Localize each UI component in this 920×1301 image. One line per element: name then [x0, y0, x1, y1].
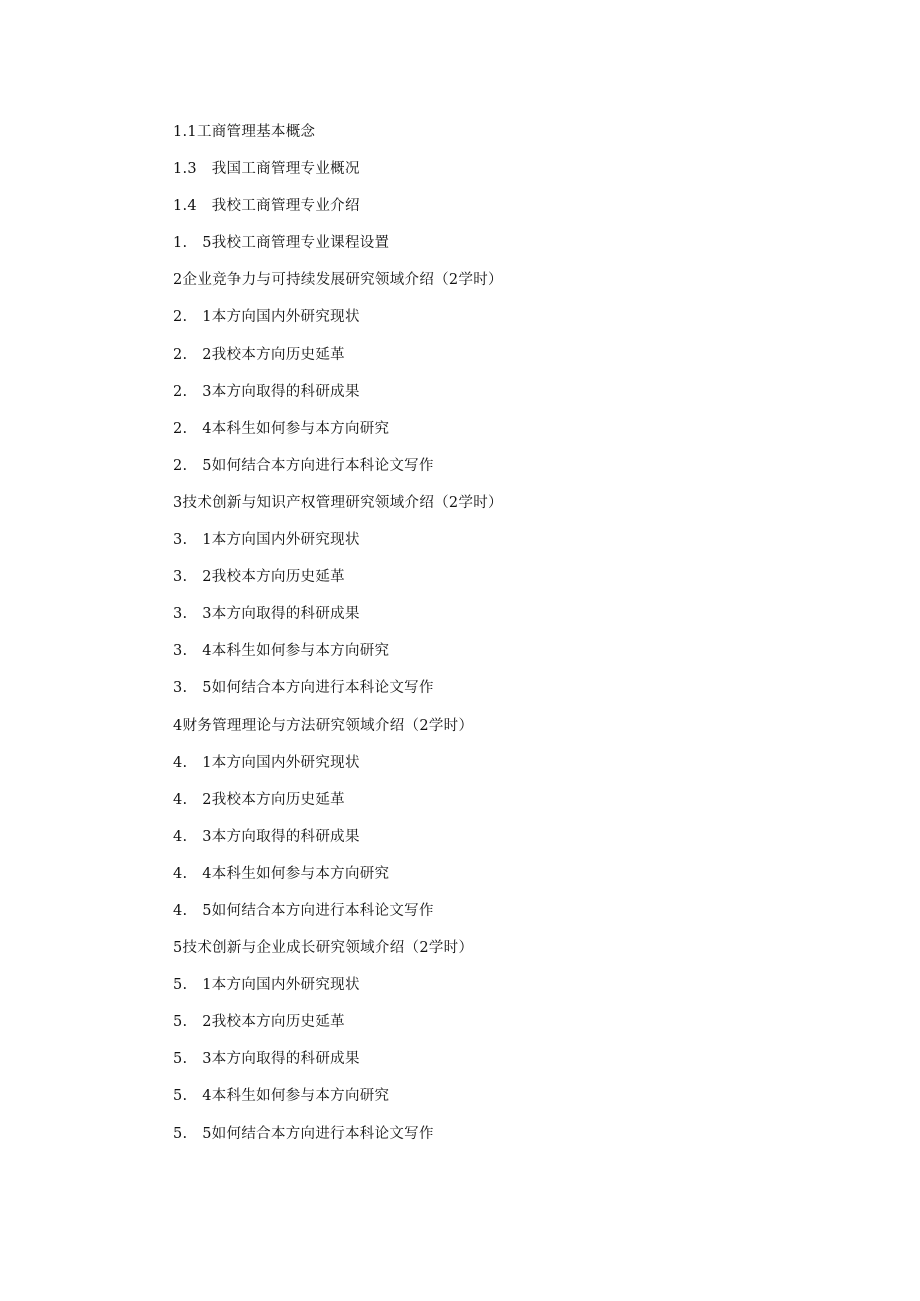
outline-item: 4. 5如何结合本方向进行本科论文写作 — [173, 902, 434, 919]
outline-section-heading: 5技术创新与企业成长研究领域介绍（2学时） — [173, 940, 474, 957]
outline-section-heading: 3技术创新与知识产权管理研究领域介绍（2学时） — [173, 494, 503, 511]
outline-item: 1. 5我校工商管理专业课程设置 — [173, 235, 390, 252]
outline-item: 4. 3本方向取得的科研成果 — [173, 828, 360, 845]
outline-item: 2. 2我校本方向历史延革 — [173, 346, 345, 363]
outline-item: 3. 5如何结合本方向进行本科论文写作 — [173, 680, 434, 697]
outline-item: 5. 5如何结合本方向进行本科论文写作 — [173, 1125, 434, 1142]
outline-item: 1.3 我国工商管理专业概况 — [173, 161, 360, 178]
outline-item: 5. 1本方向国内外研究现状 — [173, 977, 360, 994]
outline-item: 3. 2我校本方向历史延革 — [173, 569, 345, 586]
outline-section-heading: 4财务管理理论与方法研究领域介绍（2学时） — [173, 717, 474, 734]
outline-item: 5. 4本科生如何参与本方向研究 — [173, 1088, 390, 1105]
outline-item: 2. 5如何结合本方向进行本科论文写作 — [173, 457, 434, 474]
outline-item: 1.1工商管理基本概念 — [173, 124, 316, 140]
outline-item: 5. 2我校本方向历史延革 — [173, 1014, 345, 1031]
outline-item: 1.4 我校工商管理专业介绍 — [173, 198, 360, 215]
outline-item: 5. 3本方向取得的科研成果 — [173, 1051, 360, 1068]
outline-item: 3. 4本科生如何参与本方向研究 — [173, 643, 390, 660]
outline-item: 2. 1本方向国内外研究现状 — [173, 309, 360, 326]
outline-section-heading: 2企业竞争力与可持续发展研究领域介绍（2学时） — [173, 272, 503, 289]
outline-item: 3. 1本方向国内外研究现状 — [173, 532, 360, 549]
outline-item: 4. 1本方向国内外研究现状 — [173, 754, 360, 771]
outline-item: 4. 4本科生如何参与本方向研究 — [173, 865, 390, 882]
outline-item: 2. 3本方向取得的科研成果 — [173, 383, 360, 400]
course-outline-list — [173, 120, 873, 1159]
outline-item: 4. 2我校本方向历史延革 — [173, 791, 345, 808]
outline-item: 2. 4本科生如何参与本方向研究 — [173, 420, 390, 437]
outline-item: 3. 3本方向取得的科研成果 — [173, 606, 360, 623]
